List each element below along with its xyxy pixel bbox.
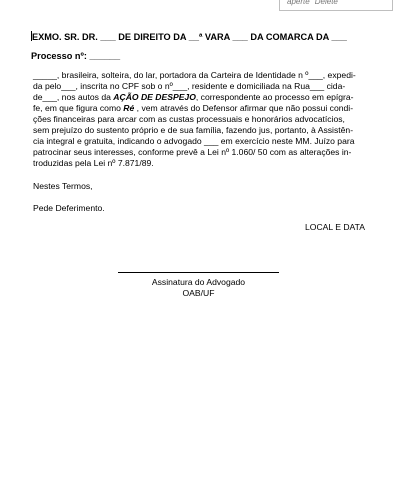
petition-line-4-prefix: fe, [33, 103, 45, 113]
re-emphasis: Ré [123, 103, 135, 113]
petition-line-4-start: em que figura como [44, 103, 124, 113]
signature-line [118, 272, 279, 273]
petition-heading[interactable] [31, 31, 347, 42]
petition-line-4[interactable] [33, 103, 353, 114]
petition-line-9[interactable]: troduzidas pela Lei nº 7.871/89. [33, 158, 154, 168]
nestes-termos[interactable]: Nestes Termos, [33, 181, 93, 191]
petition-line-5[interactable]: ções financeiras para arcar com as custas processuais e honorários advocatícios, [33, 114, 345, 124]
signature-title[interactable]: Assinatura do Advogado [151, 277, 246, 287]
delete-hint-box [279, 0, 393, 11]
petition-line-1[interactable]: _____, brasileira, solteira, do lar, portadora da Carteira de Identidade n º___, expedi- [33, 70, 356, 80]
petition-line-3[interactable] [33, 92, 354, 103]
local-e-data[interactable]: LOCAL E DATA [304, 222, 365, 232]
heading-text: EXMO. SR. DR. ___ DE DIREITO DA __ª VARA ___ DA COMARCA DA ___ [32, 32, 347, 42]
petition-line-7[interactable]: cia integral e gratuita, indicando o advogado ___ em exercício neste MM. Juízo para [33, 136, 355, 146]
acao-de-despejo-emphasis: AÇÃO DE DESPEJO [113, 92, 196, 102]
petition-line-6[interactable]: sem prejuízo do sustento próprio e de sua família, fazendo jus, portanto, à Assistên- [33, 125, 354, 135]
delete-hint-text: aperte "Delete" [287, 0, 341, 6]
petition-line-4-rest: , vem através do Defensor afirmar que não possui condi- [134, 103, 354, 113]
signature-oab[interactable]: OAB/UF [182, 288, 215, 298]
process-number-line[interactable]: Processo nº: ______ [31, 51, 121, 61]
pede-deferimento[interactable]: Pede Deferimento. [33, 203, 105, 213]
petition-line-2[interactable]: da pelo___, inscrita no CPF sob o nº___, residente e domiciliada na Rua___ cida- [33, 81, 346, 91]
petition-line-8[interactable]: patrocinar seus interesses, conforme prevê a Lei nº 1.060/ 50 com as alterações in- [33, 147, 352, 157]
petition-line-3-rest: , correspondente ao processo em epígra- [195, 92, 354, 102]
petition-line-3-start: de___, nos autos da [33, 92, 114, 102]
